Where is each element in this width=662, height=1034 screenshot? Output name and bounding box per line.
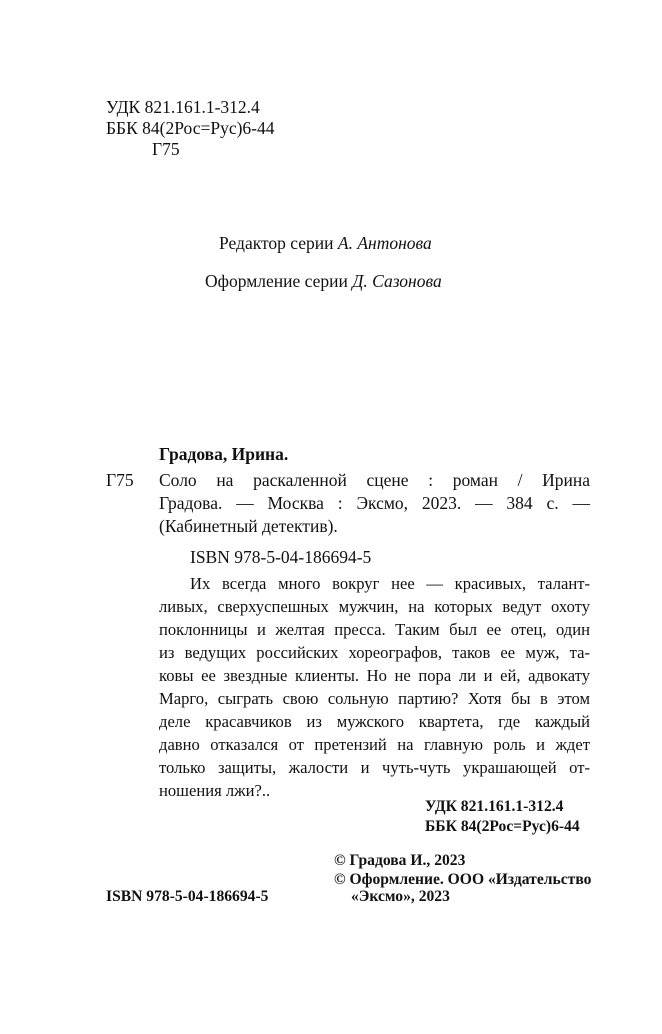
copyright-author: © Градова И., 2023	[334, 852, 466, 869]
record-heading: Градова, Ирина.	[159, 444, 289, 464]
annotation-line: из ведущих российских хореографов, таков ее муж, та-	[159, 643, 590, 662]
annotation-udk: УДК 821.161.1-312.4	[425, 798, 564, 815]
series-design-name: Д. Сазонова	[352, 271, 442, 291]
series-editor-label: Редактор серии	[219, 233, 334, 253]
record-isbn: ISBN 978-5-04-186694-5	[190, 547, 372, 567]
series-editor-line	[219, 232, 432, 254]
annotation-line: ковы ее звездные клиенты. Но не пора ли и ей, адвокату	[159, 666, 590, 685]
annotation-line: ношения лжи?..	[159, 781, 271, 800]
author-sign-top: Г75	[152, 139, 180, 159]
annotation-line: ливых, сверхуспешных мужчин, на которых ведут охоту	[159, 597, 590, 616]
copyright-design-line-2: «Эксмо», 2023	[351, 888, 450, 905]
annotation-line: только защиты, жалости и чуть-чуть украшающей от-	[159, 758, 590, 777]
bbk-code: ББК 84(2Рос=Рус)6-44	[106, 118, 275, 138]
annotation-bbk: ББК 84(2Рос=Рус)6-44	[425, 818, 580, 835]
record-description-line: (Кабинетный детектив).	[159, 516, 338, 536]
annotation-line: Их всегда много вокруг нее — красивых, талант-	[190, 574, 590, 593]
udk-code: УДК 821.161.1-312.4	[106, 97, 260, 117]
footer-isbn: ISBN 978-5-04-186694-5	[106, 888, 269, 905]
annotation-line: деле красавчиков из мужского квартета, где каждый	[159, 712, 590, 731]
series-editor-name: А. Антонова	[337, 233, 432, 253]
annotation-line: Марго, сыграть свою сольную партию? Хотя бы в этом	[159, 689, 590, 708]
series-design-line	[205, 270, 442, 292]
annotation-line: давно отказался от претензий на главную роль и ждет	[159, 735, 590, 754]
author-sign-record: Г75	[106, 470, 134, 490]
annotation-line: поклонницы и желтая пресса. Таким был ее отец, один	[159, 620, 590, 639]
copyright-design-line-1: © Оформление. ООО «Издательство	[334, 871, 592, 888]
record-description-line: Соло на раскаленной сцене : роман / Ирина	[159, 470, 590, 490]
series-design-label: Оформление серии	[205, 271, 348, 291]
record-description-line: Градова. — Москва : Эксмо, 2023. — 384 с. —	[159, 493, 590, 513]
